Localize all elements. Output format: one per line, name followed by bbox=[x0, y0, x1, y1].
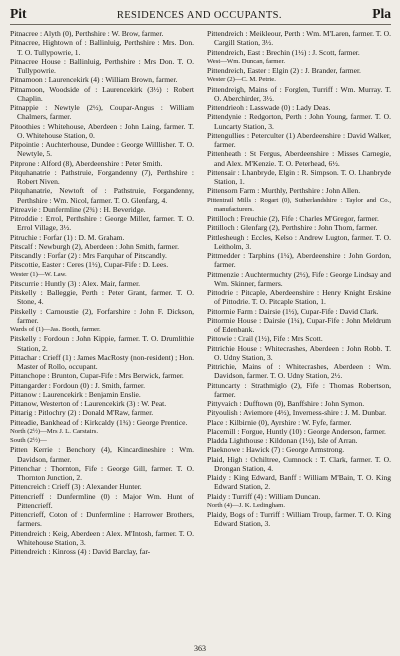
directory-entry: Pittrichie House : Whitecrashes, Aberdeen : John Robb. T. O. Udny Station, 3. bbox=[207, 343, 391, 362]
directory-entry: Pittyvaich : Dufftown (0), Banffshire : John Symon. bbox=[207, 399, 365, 408]
sub-entry: South (2½)— bbox=[10, 437, 47, 444]
directory-entry: Pittilloch : Glenfarg (2), Perthshire : John Thom, farmer. bbox=[207, 223, 378, 233]
directory-entry: Pittmenzie : Auchtermuchty (2½), Fife : George Lindsay and Wm. Skinner, farmers. bbox=[207, 269, 391, 288]
directory-entry: Pladda Lighthouse : Kildonan (1½), Isle of Arran. bbox=[207, 436, 358, 445]
directory-entry: Pittowie : Crail (1½), Fife : Mrs Scott. bbox=[207, 334, 323, 344]
directory-entry: Pitprone : Alford (8), Aberdeenshire : Peter Smith. bbox=[10, 158, 163, 168]
header-title: RESIDENCES AND OCCUPANTS. bbox=[116, 10, 282, 21]
header-left-guideword: Pit bbox=[10, 6, 27, 21]
directory-entry: Pitscandly : Forfar (2) : Mrs Farquhar of Pitscandly. bbox=[10, 251, 167, 260]
directory-entry: Pittenchar : Thornton, Fife : George Gill, farmer. T. O. Thornton Junction, 2. bbox=[10, 463, 194, 482]
directory-entry: Pittanchope : Brunton, Cupar-Fife : Mrs Berwick, farmer. bbox=[10, 371, 184, 381]
directory-entry: Placemill : Forgue, Huntly (10) : George Anderson, farmer. bbox=[207, 426, 386, 436]
directory-entry: Pitnacree : Alyth (0), Perthshire : W. Brow, farmer. bbox=[10, 29, 164, 38]
directory-entry: Pitnacree House : Ballinluig, Perthshire : Mrs Don. T. O. Tullypowrie. bbox=[10, 56, 194, 75]
right-column bbox=[207, 29, 391, 556]
sub-entry: North (4)—J. K. Ledingham. bbox=[207, 501, 286, 509]
sub-entry: Wards of (1)—Jas. Booth, farmer. bbox=[10, 326, 101, 333]
page-number: 363 bbox=[194, 644, 206, 653]
sub-entry: Wester (1)—W. Law. bbox=[10, 270, 67, 278]
directory-entry: Pittenheath : St Fergus, Aberdeenshire : Misses Carnegie, and Alex. M'Kenzie. T. O. Peterhead, 6½. bbox=[207, 149, 391, 168]
directory-entry: Pittanow : Laurencekirk : Benjamin Enslie. bbox=[10, 389, 141, 399]
entry-columns bbox=[10, 29, 391, 556]
sub-entry: Wester (2)—C. M. Petrie. bbox=[207, 76, 276, 84]
directory-entry: Pitskelly : Balleggie, Perth : Peter Grant, farmer. T. O. Stone, 4. bbox=[10, 288, 194, 307]
directory-entry: Pittodrie : Pitcaple, Aberdeenshire : Henry Knight Erskine of Pittodrie. T. O. Pitcaple Station, 1. bbox=[207, 288, 391, 307]
directory-entry: Pittendreich : Kinross (4) : David Barclay, far- bbox=[10, 547, 151, 556]
directory-entry: Pitnamoon : Laurencekirk (4) : William Brown, farmer. bbox=[10, 75, 178, 85]
sub-entry: West—Wm. Duncan, farmer. bbox=[207, 57, 286, 65]
directory-entry: Pittensorn Farm : Murthly, Perthshire : John Allen. bbox=[207, 186, 361, 196]
directory-entry: Pittuncarty : Strathmiglo (2), Fife : Thomas Robertson, farmer. bbox=[207, 380, 391, 399]
directory-entry: Pitten Kerrie : Benchory (4), Kincardineshire : Wm. Davidson, farmer. bbox=[10, 445, 194, 464]
directory-entry: Pittendynie : Redgorton, Perth : John Young, farmer. T. O. Luncarty Station, 3. bbox=[207, 112, 391, 131]
directory-entry: Pitquhanatrie : Pathstruie, Forgandenny (7), Perthshire : Robert Niven. bbox=[10, 167, 194, 186]
left-column bbox=[10, 29, 194, 556]
directory-entry: Pittilloch : Freuchie (2), Fife : Charles M'Gregor, farmer. bbox=[207, 214, 379, 223]
directory-entry: Pittencrieff, Coton of : Dunfermline : Harrower Brothers, farmers. bbox=[10, 510, 194, 529]
directory-entry: Pitskelly : Fordoun : John Kippie, farmer. T. O. Drumlithie Station, 2. bbox=[10, 334, 194, 353]
directory-entry: Plaidy : Turriff (4) : William Duncan. bbox=[207, 491, 321, 501]
directory-entry: Plaeknowe : Hawick (7) : George Armstrong. bbox=[207, 445, 345, 455]
directory-entry: Pitscurrie : Huntly (3) : Alex. Mair, farmer. bbox=[10, 278, 141, 288]
directory-entry: Pittanow, Westerton of : Laurencekirk (3) : W. Peat. bbox=[10, 399, 167, 408]
directory-entry: Pitteadie, Bankhead of : Kirkcaldy (1¾) : George Prentice. bbox=[10, 417, 188, 427]
directory-entry: Pittormie Farm : Dairsie (1½), Cupar-Fife : David Clark. bbox=[207, 306, 379, 316]
directory-entry: Pittengullies : Peterculter (1) Aberdeenshire : David Walker, farmer. bbox=[207, 130, 391, 149]
directory-entry: Pittlesheugh : Eccles, Kelso : Andrew Lugton, farmer. T. O. Leitholm, 3. bbox=[207, 232, 391, 251]
directory-entry: Pitskelly : Carnoustie (2), Forfarshire : John F. Dickson, farmer. bbox=[10, 306, 194, 325]
directory-entry: Pittangarder : Fordoun (0) : J. Smith, farmer. bbox=[10, 380, 145, 390]
directory-entry: Pitscalf : Newburgh (2), Aberdeen : John Smith, farmer. bbox=[10, 241, 180, 251]
directory-entry: Place : Kilbirnie (0), Ayrshire : W. Fyfe, farmer. bbox=[207, 417, 352, 427]
directory-entry: Pitroddie : Errol, Perthshire : George Miller, farmer. T. O. Errol Village, 3½. bbox=[10, 214, 194, 233]
directory-entry: Pittendreich : Meikleour, Perth : Wm. M'Laren, farmer. T. O. Cargill Station, 3½. bbox=[207, 29, 391, 48]
page-header bbox=[10, 6, 391, 25]
directory-entry: Pitquhanatrie, Newtoft of : Pathstruie, Forgandenny, Perthshire : Wm. Nicol, farmer. T. O. Glenfarg, 4. bbox=[10, 186, 194, 205]
directory-entry: Pittarig : Pitlochry (2) : Donald M'Raw, farmer. bbox=[10, 408, 154, 418]
directory-entry: Plaid, High : Ochiltree, Cumnock : T. Clark, farmer. T. O. Drongan Station, 4. bbox=[207, 454, 391, 473]
directory-entry: Plaidy, Bogs of : Turriff : William Troup, farmer. T. O. King Edward Station, 3. bbox=[207, 510, 391, 529]
directory-entry: Pitreavie : Dunfermline (2¾) : H. Beveridge. bbox=[10, 204, 146, 214]
directory-entry: Pittensair : Lhanbryde, Elgin : R. Simpson. T. O. Lhanbryde Station, 1. bbox=[207, 167, 391, 186]
directory-entry: Pitoothies : Whitehouse, Aberdeen : John Laing, farmer. T. O. Whitehouse Station, 0. bbox=[10, 121, 194, 140]
directory-entry: Pittendreich, East : Brechin (1½) : J. Scott, farmer. bbox=[207, 47, 360, 57]
directory-entry: Pitscottie, Easter : Ceres (1½), Cupar-Fife : D. Lees. bbox=[10, 260, 169, 270]
directory-entry: Pittmedder : Tarphins (1¼), Aberdeenshire : John Gordon, farmer. bbox=[207, 251, 391, 270]
sub-entry: Pittentrail Mills : Rogart (0), Sutherlandshire : Taylor and Co., manufacturers. bbox=[207, 196, 391, 213]
directory-entry: Pittendreich : Keig, Aberdeen : Alex. M'Intosh, farmer. T. O. Whitehouse Station, 3. bbox=[10, 528, 194, 547]
directory-entry: Pitnappie : Newtyle (2½), Coupar-Angus : William Chalmers, farmer. bbox=[10, 103, 194, 122]
directory-entry: Pittencreich : Crieff (3) : Alexander Hunter. bbox=[10, 482, 142, 492]
header-right-guideword: Pla bbox=[372, 6, 391, 21]
directory-entry: Pitnacree, Hightown of : Ballinluig, Perthshire : Mrs. Don. T. O. Tullypowrie, 1. bbox=[10, 38, 194, 57]
directory-entry: Pittendreigh, Mains of : Forglen, Turriff : Wm. Murray. T. O. Aberchirder, 3½. bbox=[207, 84, 391, 103]
directory-entry: Pittendrieoh : Lasswade (0) : Lady Deas. bbox=[207, 103, 331, 112]
directory-entry: Pitruchie : Forfar (1) : D. M. Graham. bbox=[10, 232, 125, 242]
directory-entry: Pittendreich, Easter : Elgin (2) : J. Brander, farmer. bbox=[207, 66, 361, 75]
directory-entry: Plaidy : King Edward, Banff : William M'Bain, T. O. King Edward Station, 2. bbox=[207, 473, 391, 492]
directory-entry: Pitpointie : Auchterhouse, Dundee : George Willlisher. T. O. Newtyle, 5. bbox=[10, 140, 194, 159]
sub-entry: North (2½)—Mrs J. L. Carstairs. bbox=[10, 427, 99, 435]
directory-entry: Pittormie House : Dairsie (1¼), Cupar-Fife : John Meldrum of Edenbank. bbox=[207, 315, 391, 334]
directory-entry: Pittencrieff : Dunfermline (0) : Major Wm. Hunt of Pittencrieff. bbox=[10, 491, 194, 510]
directory-entry: Pityoulish : Aviemore (4½), Inverness-shire : J. M. Dunbar. bbox=[207, 408, 387, 418]
directory-entry: Pitnamoon, Woodside of : Laurencekirk (3½) : Robert Chaplin. bbox=[10, 84, 194, 103]
directory-entry: Pittachar : Crieff (1) : James MacRosty (non-resident) ; Hon. Master of Rollo, occupant. bbox=[10, 352, 194, 371]
directory-entry: Pittrichie, Mains of : Whitecrashes, Aberdeen : Wm. Davidson, farmer. T. O. Udny Station, 2½. bbox=[207, 362, 391, 381]
